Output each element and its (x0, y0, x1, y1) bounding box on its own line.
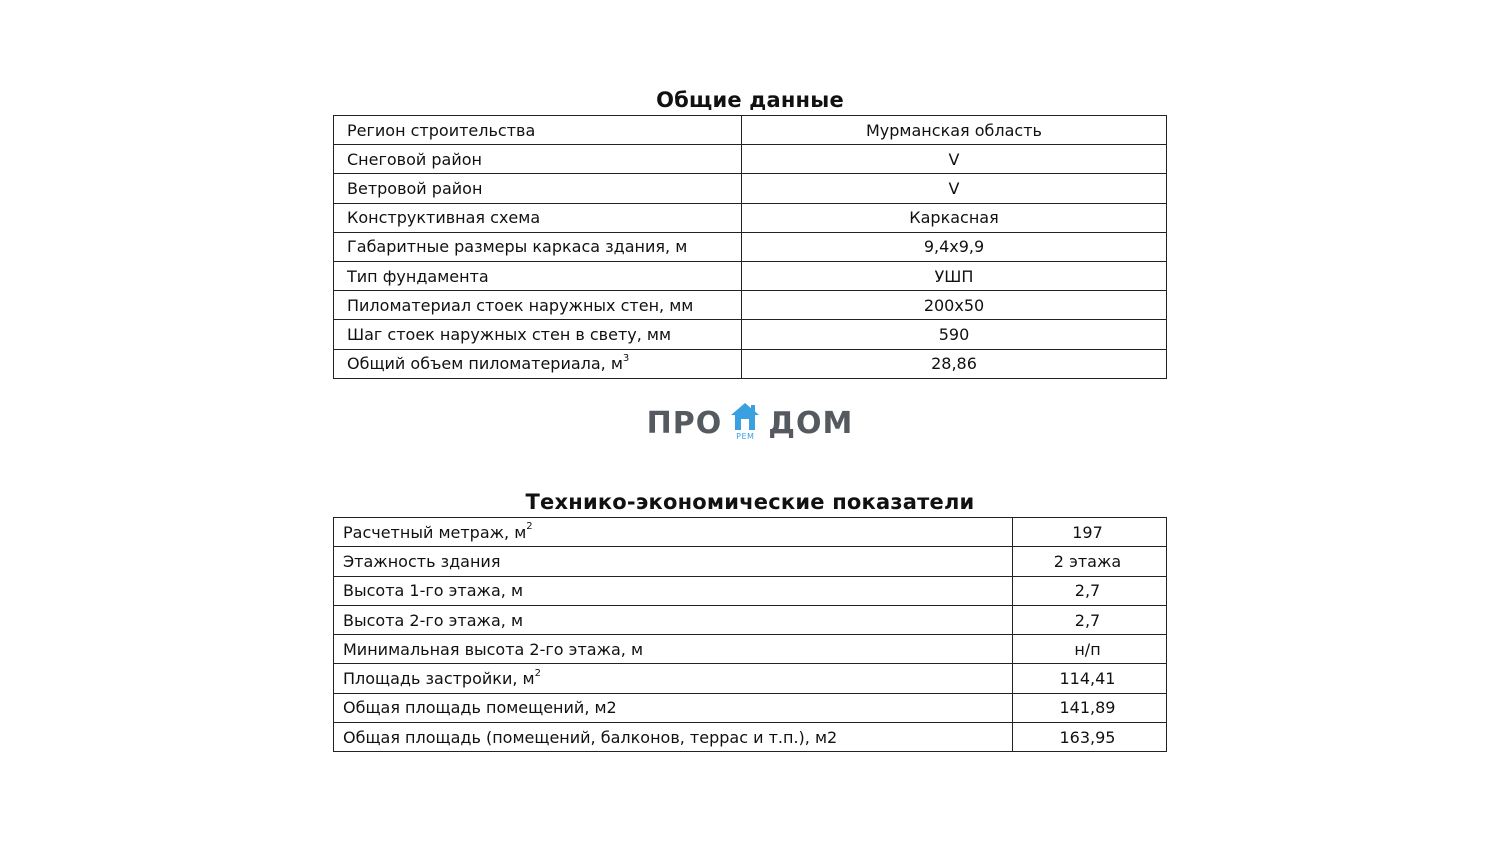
row-label-superscript: 2 (534, 667, 541, 679)
row-value: 9,4х9,9 (742, 232, 1167, 261)
row-label-superscript: 3 (622, 352, 630, 364)
row-label: Высота 1-го этажа, м (343, 581, 524, 601)
row-label-cell (334, 605, 1013, 634)
row-label: Снеговой район (347, 149, 482, 169)
table-row (334, 203, 1167, 232)
table-row (334, 291, 1167, 320)
general-data-table (333, 115, 1167, 379)
house-icon (728, 401, 762, 445)
table-row (334, 261, 1167, 290)
row-label-cell (334, 349, 742, 378)
table-row (334, 605, 1167, 634)
row-label-cell (334, 547, 1013, 576)
tep-title: Технико-экономические показатели (525, 490, 975, 514)
row-label-cell (334, 723, 1013, 752)
row-label-cell (334, 261, 742, 290)
row-label: Шаг стоек наружных стен в свету, мм (347, 324, 672, 344)
row-value: 2 этажа (1013, 547, 1167, 576)
prodom-logo (0, 400, 1500, 446)
row-label: Общая площадь (помещений, балконов, террас и т.п.), м2 (343, 727, 838, 747)
table-row (334, 174, 1167, 203)
row-label-cell (334, 203, 742, 232)
tep-table (333, 517, 1167, 752)
row-label-cell (334, 320, 742, 349)
row-label-cell (334, 635, 1013, 664)
row-label: Пиломатериал стоек наружных стен, мм (347, 295, 694, 315)
row-label-cell (334, 116, 742, 145)
logo-sub-text: РЕМ (736, 432, 755, 441)
row-value: 28,86 (742, 349, 1167, 378)
table-row (334, 635, 1167, 664)
row-value: 197 (1013, 518, 1167, 547)
row-label: Регион строительства (347, 120, 536, 140)
row-value: УШП (742, 261, 1167, 290)
row-label: Конструктивная схема (347, 208, 541, 228)
row-value: 200х50 (742, 291, 1167, 320)
row-value: 114,41 (1013, 664, 1167, 693)
row-label: Высота 2-го этажа, м (343, 610, 524, 630)
table-row (334, 145, 1167, 174)
row-label: Расчетный метраж, м (343, 522, 527, 542)
row-label: Общий объем пиломатериала, м (347, 354, 623, 374)
row-label-cell (334, 576, 1013, 605)
logo-right-text: ДОМ (768, 405, 854, 441)
row-label-cell (334, 518, 1013, 547)
table-row (334, 518, 1167, 547)
row-label: Площадь застройки, м (343, 669, 535, 689)
general-data-title: Общие данные (656, 88, 844, 112)
row-label-cell (334, 291, 742, 320)
row-value: 590 (742, 320, 1167, 349)
row-value: 163,95 (1013, 723, 1167, 752)
row-value: н/п (1013, 635, 1167, 664)
row-label: Минимальная высота 2-го этажа, м (343, 639, 644, 659)
row-label: Габаритные размеры каркаса здания, м (347, 237, 688, 257)
row-label: Ветровой район (347, 178, 483, 198)
table-row (334, 320, 1167, 349)
row-value: 2,7 (1013, 605, 1167, 634)
logo-left-text: ПРО (646, 405, 723, 441)
table-row (334, 349, 1167, 378)
table-row (334, 576, 1167, 605)
row-label-cell (334, 232, 742, 261)
row-value: V (742, 145, 1167, 174)
row-value: V (742, 174, 1167, 203)
table-row (334, 116, 1167, 145)
row-label: Этажность здания (343, 551, 501, 571)
row-value: Каркасная (742, 203, 1167, 232)
table-row (334, 693, 1167, 722)
table-row (334, 723, 1167, 752)
row-label-superscript: 2 (526, 521, 533, 533)
row-label-cell (334, 664, 1013, 693)
row-label: Тип фундамента (347, 266, 489, 286)
row-label-cell (334, 174, 742, 203)
row-label: Общая площадь помещений, м2 (343, 698, 617, 718)
table-row (334, 664, 1167, 693)
table-row (334, 547, 1167, 576)
row-value: 141,89 (1013, 693, 1167, 722)
row-value: 2,7 (1013, 576, 1167, 605)
table-row (334, 232, 1167, 261)
row-label-cell (334, 693, 1013, 722)
row-label-cell (334, 145, 742, 174)
row-value: Мурманская область (742, 116, 1167, 145)
